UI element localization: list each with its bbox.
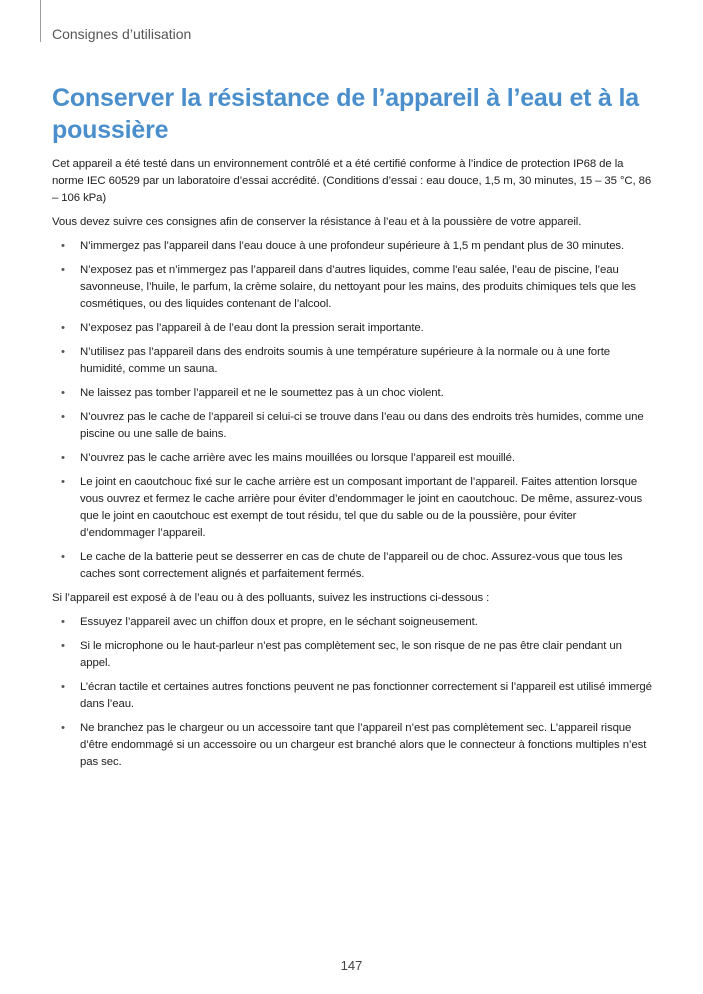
list-item-text: Si le microphone ou le haut-parleur n’est pas complètement sec, le son risque de ne pas être clair pendant un appel. [80, 640, 622, 669]
list-item [52, 344, 652, 378]
list-item-text: L’écran tactile et certaines autres fonctions peuvent ne pas fonctionner correctement si l’appareil est utilisé immergé dans l’eau. [80, 681, 652, 710]
list-item-text: N’immergez pas l’appareil dans l’eau douce à une profondeur supérieure à 1,5 m pendant plus de 30 minutes. [80, 240, 625, 252]
list-item-text: Ne branchez pas le chargeur ou un accessoire tant que l’appareil n’est pas complètement sec. L’appareil risque d’être endommagé si un accessoire ou un chargeur est branché alors que le connecteur à fonctions multiples n’est pas sec. [80, 722, 647, 768]
page-number: 147 [340, 958, 363, 973]
list-item [52, 409, 652, 443]
instructions-list [52, 238, 652, 583]
list-item [52, 385, 652, 402]
bullet-icon: • [61, 346, 65, 358]
list-item [52, 320, 652, 337]
bullet-icon: • [61, 722, 65, 734]
intro-paragraph: Cet appareil a été testé dans un environnement contrôlé et a été certifié conforme à l’indice de protection IP68 de la norme IEC 60529 par un laboratoire d’essai accrédité. (Conditions d’essai : eau douce, 1,5 m, 30 minutes, 15 – 35 °C, 86 – 106 kPa) [52, 158, 652, 204]
bullet-icon: • [61, 476, 65, 488]
section-header: Consignes d’utilisation [52, 26, 192, 42]
list-item-text: Essuyez l’appareil avec un chiffon doux et propre, en le séchant soigneusement. [80, 616, 478, 628]
list-item [52, 450, 652, 467]
instructions-lead: Vous devez suivre ces consignes afin de conserver la résistance à l’eau et à la poussière de votre appareil. [52, 216, 582, 228]
list-item-text: Ne laissez pas tomber l’appareil et ne le soumettez pas à un choc violent. [80, 387, 444, 399]
list-item-text: Le cache de la batterie peut se desserrer en cas de chute de l’appareil ou de choc. Assurez-vous que tous les caches sont correctement alignés et parfaitement fermés. [80, 551, 623, 580]
bullet-icon: • [61, 681, 65, 693]
bullet-icon: • [61, 264, 65, 276]
list-item-text: N’exposez pas et n’immergez pas l’appareil dans d’autres liquides, comme l’eau salée, l’eau de piscine, l’eau savonneuse, l’huile, le parfum, la crème solaire, du nettoyant pour les mains, des produits chimiques tels que les cosmétiques, ou des liquides contenant de l’alcool. [80, 264, 636, 310]
bullet-icon: • [61, 640, 65, 652]
list-item [52, 549, 652, 583]
exposure-lead: Si l’appareil est exposé à de l’eau ou à des polluants, suivez les instructions ci-dessous : [52, 592, 490, 604]
bullet-icon: • [61, 322, 65, 334]
header-rule [40, 0, 41, 42]
bullet-icon: • [61, 387, 65, 399]
bullet-icon: • [61, 452, 65, 464]
bullet-icon: • [61, 551, 65, 563]
bullet-icon: • [61, 616, 65, 628]
list-item [52, 614, 652, 631]
list-item-text: N’utilisez pas l’appareil dans des endroits soumis à une température supérieure à la normale ou à une forte humidité, comme un sauna. [80, 346, 611, 375]
list-item [52, 720, 652, 771]
page-title: Conserver la résistance de l’appareil à l’eau et à la poussière [52, 84, 639, 144]
list-item-text: N’ouvrez pas le cache arrière avec les mains mouillées ou lorsque l’appareil est mouillé. [80, 452, 515, 464]
list-item [52, 262, 652, 313]
list-item [52, 638, 652, 672]
bullet-icon: • [61, 240, 65, 252]
exposure-list [52, 614, 652, 771]
document-body [52, 156, 652, 778]
list-item-text: N’exposez pas l’appareil à de l’eau dont la pression serait importante. [80, 322, 424, 334]
bullet-icon: • [61, 411, 65, 423]
list-item [52, 679, 652, 713]
list-item [52, 238, 652, 255]
list-item [52, 474, 652, 542]
list-item-text: N’ouvrez pas le cache de l’appareil si celui-ci se trouve dans l’eau ou dans des endroits très humides, comme une piscine ou une salle de bains. [80, 411, 644, 440]
list-item-text: Le joint en caoutchouc fixé sur le cache arrière est un composant important de l’appareil. Faites attention lorsque vous ouvrez et fermez le cache arrière pour éviter d’endommager le joint en caoutchouc. De même, assurez-vous que le joint en caoutchouc est exempt de tout résidu, tel que du sable ou de la poussière, pour éviter d’endommager l’appareil. [80, 476, 643, 539]
